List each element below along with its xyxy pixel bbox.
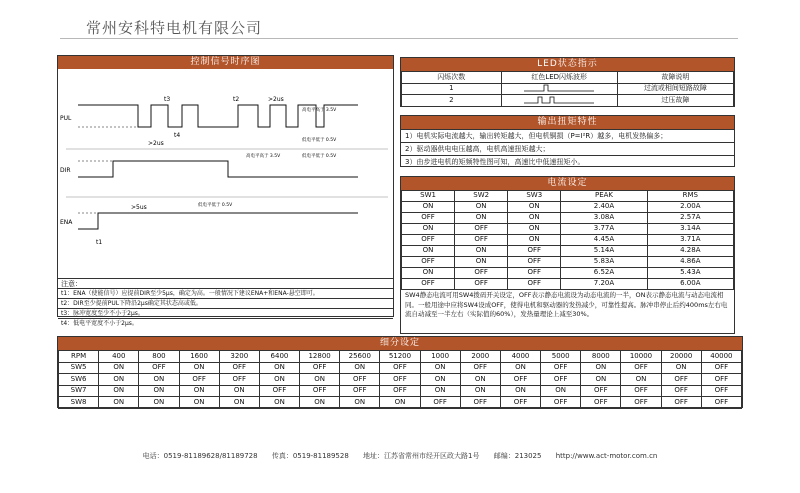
min2us-label: >2us: [148, 140, 164, 147]
subdivision-row: [59, 374, 742, 386]
current-cell: 5.14A: [561, 246, 647, 257]
subdivision-cell: OFF: [219, 374, 259, 386]
note-t1: t1：ENA（使能信号）应提前DIR至少5μs，确定为高。一般情况下建议ENA+和ENA-悬空即可。: [58, 288, 393, 298]
current-cell: OFF: [508, 246, 561, 257]
led-header-wave: 红色LED闪烁波形: [501, 72, 617, 84]
subdivision-header-cell: 10000: [621, 351, 661, 363]
min5us-label: >5us: [131, 204, 147, 211]
current-cell: ON: [402, 202, 455, 213]
current-table: [401, 190, 734, 290]
current-row: [402, 235, 734, 246]
current-header-rms: RMS: [647, 191, 733, 202]
current-cell: 2.00A: [647, 202, 733, 213]
subdivision-cell: ON: [99, 374, 139, 386]
subdivision-header-cell: RPM: [59, 351, 99, 363]
current-cell: OFF: [402, 279, 455, 290]
current-cell: 4.28A: [647, 246, 733, 257]
current-header-sw1: SW1: [402, 191, 455, 202]
subdivision-body: [59, 362, 742, 408]
timing-frame: [66, 149, 388, 197]
subdivision-cell: ON: [259, 362, 299, 374]
subdivision-row: [59, 362, 742, 374]
subdivision-cell: OFF: [300, 362, 340, 374]
current-cell: 3.14A: [647, 224, 733, 235]
current-cell: OFF: [455, 224, 508, 235]
subdivision-header-cell: 40000: [701, 351, 741, 363]
subdivision-cell: OFF: [179, 374, 219, 386]
subdivision-cell: OFF: [259, 385, 299, 397]
subdivision-cell: ON: [500, 385, 540, 397]
subdivision-cell: SW6: [59, 374, 99, 386]
subdivision-header-cell: 12800: [300, 351, 340, 363]
subdivision-cell: ON: [460, 374, 500, 386]
subdivision-cell: OFF: [340, 385, 380, 397]
current-cell: ON: [455, 257, 508, 268]
subdivision-cell: ON: [581, 374, 621, 386]
current-cell: OFF: [455, 235, 508, 246]
subdivision-row: [59, 397, 742, 409]
current-row: [402, 279, 734, 290]
ena-low-label: 低电平低于 0.5V: [198, 203, 233, 208]
led-desc: 过流或相间短路故障: [617, 83, 733, 95]
footer: [0, 451, 800, 461]
subdivision-cell: ON: [139, 374, 179, 386]
subdivision-cell: OFF: [581, 397, 621, 409]
subdivision-cell: OFF: [541, 397, 581, 409]
subdivision-cell: SW8: [59, 397, 99, 409]
subdivision-cell: OFF: [460, 362, 500, 374]
footer-address: 地址：江苏省常州市经开区政大路1号: [363, 452, 480, 460]
subdivision-cell: ON: [99, 385, 139, 397]
subdivision-cell: OFF: [621, 397, 661, 409]
subdivision-cell: ON: [179, 397, 219, 409]
subdivision-cell: ON: [300, 374, 340, 386]
subdivision-cell: ON: [139, 385, 179, 397]
current-row: [402, 246, 734, 257]
led-row: [402, 95, 734, 107]
led-header-count: 闪烁次数: [402, 72, 502, 84]
subdivision-cell: OFF: [701, 362, 741, 374]
subdivision-cell: ON: [420, 385, 460, 397]
subdivision-header-cell: 3200: [219, 351, 259, 363]
subdivision-cell: ON: [500, 362, 540, 374]
subdivision-header-cell: 2000: [460, 351, 500, 363]
traits-panel: [400, 115, 735, 167]
subdivision-cell: ON: [420, 362, 460, 374]
current-cell: 6.52A: [561, 268, 647, 279]
dir-high-label: 高电平高于 3.5V: [246, 154, 281, 159]
subdivision-cell: OFF: [661, 385, 701, 397]
subdivision-cell: OFF: [460, 397, 500, 409]
timing-notes: [58, 278, 393, 328]
pul-low-label: 低电平低于 0.5V: [302, 138, 337, 143]
subdivision-cell: OFF: [541, 374, 581, 386]
current-panel: [400, 176, 735, 334]
pul-label: PUL: [60, 115, 72, 122]
led-count: 1: [402, 83, 502, 95]
dir-low-label: 低电平低于 0.5V: [302, 154, 337, 159]
led-title: LED状态指示: [401, 58, 734, 71]
subdivision-cell: OFF: [380, 374, 420, 386]
current-cell: ON: [455, 202, 508, 213]
subdivision-header-cell: 1000: [420, 351, 460, 363]
current-cell: ON: [508, 235, 561, 246]
subdivision-header-cell: 8000: [581, 351, 621, 363]
footer-website[interactable]: http://www.act-motor.com.cn: [555, 452, 658, 460]
subdivision-cell: OFF: [380, 385, 420, 397]
subdivision-header-cell: 400: [99, 351, 139, 363]
notes-title: 注意：: [58, 278, 393, 288]
pul-high-label: 高电平高于 3.5V: [302, 108, 337, 113]
current-cell: OFF: [402, 235, 455, 246]
current-header-sw2: SW2: [455, 191, 508, 202]
subdivision-table: [58, 350, 742, 409]
subdivision-panel: [57, 336, 743, 408]
subdivision-cell: ON: [460, 385, 500, 397]
subdivision-cell: ON: [621, 374, 661, 386]
trait-item: 1）电机实际电流越大，输出转矩越大，但电机铜损（P=I²R）越多，电机发热偏多；: [401, 129, 734, 142]
current-cell: ON: [455, 246, 508, 257]
subdivision-cell: ON: [219, 385, 259, 397]
subdivision-cell: ON: [219, 397, 259, 409]
current-cell: 4.45A: [561, 235, 647, 246]
current-cell: 4.86A: [647, 257, 733, 268]
timing-title: 控制信号时序图: [58, 56, 393, 69]
dir-waveform: [78, 161, 358, 177]
note-t2: t2：DIR至少提前PUL下降沿2μs确定其状态高或低。: [58, 298, 393, 308]
ena-label: ENA: [60, 219, 73, 226]
subdivision-cell: ON: [340, 397, 380, 409]
header-divider: [60, 38, 738, 39]
current-cell: OFF: [455, 279, 508, 290]
subdivision-cell: ON: [179, 385, 219, 397]
subdivision-title: 细分设定: [58, 337, 742, 350]
subdivision-cell: OFF: [581, 385, 621, 397]
subdivision-cell: ON: [581, 362, 621, 374]
subdivision-cell: SW5: [59, 362, 99, 374]
t4-label: t4: [174, 132, 181, 139]
current-cell: 2.40A: [561, 202, 647, 213]
current-body: [402, 202, 734, 290]
subdivision-header-cell: 4000: [500, 351, 540, 363]
trait-item: 2）驱动器供电电压越高，电机高速扭矩越大；: [401, 142, 734, 155]
current-header-sw3: SW3: [508, 191, 561, 202]
current-cell: ON: [402, 224, 455, 235]
current-cell: OFF: [455, 268, 508, 279]
subdivision-header-cell: 800: [139, 351, 179, 363]
subdivision-cell: OFF: [420, 397, 460, 409]
t3-label: t3: [164, 96, 171, 103]
subdivision-header-cell: 1600: [179, 351, 219, 363]
subdivision-header-cell: 20000: [661, 351, 701, 363]
subdivision-cell: ON: [420, 374, 460, 386]
current-cell: 3.77A: [561, 224, 647, 235]
subdivision-cell: ON: [139, 397, 179, 409]
subdivision-cell: OFF: [701, 385, 741, 397]
subdivision-cell: OFF: [500, 397, 540, 409]
led-wave-cell: [501, 95, 617, 107]
subdivision-cell: OFF: [500, 374, 540, 386]
subdivision-cell: ON: [340, 362, 380, 374]
subdivision-cell: SW7: [59, 385, 99, 397]
current-cell: OFF: [508, 257, 561, 268]
subdivision-header-row: [59, 351, 742, 363]
t2-label-pul: t2: [233, 96, 240, 103]
current-cell: ON: [455, 213, 508, 224]
current-cell: ON: [508, 202, 561, 213]
current-row: [402, 202, 734, 213]
current-cell: ON: [508, 224, 561, 235]
led-header-desc: 故障说明: [617, 72, 733, 84]
current-cell: 7.20A: [561, 279, 647, 290]
traits-title: 输出扭矩特性: [401, 116, 734, 129]
footer-phone: 电话：0519-81189628/81189728: [142, 452, 258, 460]
current-row: [402, 224, 734, 235]
subdivision-cell: ON: [99, 397, 139, 409]
current-cell: OFF: [508, 268, 561, 279]
current-cell: OFF: [402, 213, 455, 224]
current-cell: 2.57A: [647, 213, 733, 224]
led-header-row: [402, 72, 734, 84]
led-desc: 过压故障: [617, 95, 733, 107]
current-cell: ON: [402, 268, 455, 279]
note-t3: t3：脉冲宽度至少不小于2μs。: [58, 308, 393, 318]
subdivision-header-cell: 25600: [340, 351, 380, 363]
subdivision-cell: OFF: [701, 397, 741, 409]
ena-waveform: [78, 213, 358, 229]
current-cell: 5.83A: [561, 257, 647, 268]
current-cell: OFF: [402, 257, 455, 268]
subdivision-cell: OFF: [621, 362, 661, 374]
subdivision-cell: OFF: [340, 374, 380, 386]
subdivision-cell: ON: [661, 362, 701, 374]
subdivision-cell: ON: [300, 397, 340, 409]
sw4-note: SW4静态电流可用SW4拨码开关设定，OFF表示静态电流设为动态电流的一半，ON表示静态电流与动态电流相同。一般用途中应将SW4设成OFF，使得电机和驱动器的发热减少，可靠性提高。脉冲串停止后约400ms左右电流自动减至一半左右（实际值的60%），发热量理论上减至30%。: [405, 291, 728, 318]
t1-label: t1: [96, 239, 103, 246]
timing-diagram: [58, 69, 393, 277]
subdivision-cell: OFF: [701, 374, 741, 386]
current-row: [402, 213, 734, 224]
subdivision-cell: ON: [259, 374, 299, 386]
subdivision-cell: OFF: [139, 362, 179, 374]
subdivision-header-cell: 5000: [541, 351, 581, 363]
subdivision-cell: OFF: [219, 362, 259, 374]
current-header-row: [402, 191, 734, 202]
subdivision-header-cell: 51200: [380, 351, 420, 363]
current-row: [402, 257, 734, 268]
note-t4: t4：低电平宽度不小于2μs。: [58, 318, 393, 328]
subdivision-cell: ON: [380, 397, 420, 409]
min2us-pul-label: >2us: [268, 96, 284, 103]
current-cell: 3.08A: [561, 213, 647, 224]
footer-postcode: 邮编：213025: [493, 452, 542, 460]
footer-fax: 传真：0519-81189528: [271, 452, 349, 460]
led-wave-cell: [501, 83, 617, 95]
subdivision-cell: OFF: [300, 385, 340, 397]
subdivision-cell: OFF: [380, 362, 420, 374]
dir-label: DIR: [60, 167, 71, 174]
subdivision-row: [59, 385, 742, 397]
current-cell: ON: [402, 246, 455, 257]
current-cell: 3.71A: [647, 235, 733, 246]
trait-item: 3）由步进电机的矩频特性图可知，高速比中低速扭矩小。: [401, 155, 734, 168]
current-cell: 5.43A: [647, 268, 733, 279]
timing-panel: [57, 55, 394, 327]
company-name: 常州安科特电机有限公司: [86, 19, 263, 37]
subdivision-cell: ON: [541, 385, 581, 397]
subdivision-cell: ON: [259, 397, 299, 409]
led-wave-2: [524, 96, 594, 105]
subdivision-cell: OFF: [621, 385, 661, 397]
led-table: [401, 71, 734, 107]
subdivision-cell: ON: [99, 362, 139, 374]
current-row: [402, 268, 734, 279]
subdivision-header-cell: 6400: [259, 351, 299, 363]
current-title: 电流设定: [401, 177, 734, 190]
led-wave-1: [524, 84, 594, 93]
subdivision-cell: OFF: [541, 362, 581, 374]
subdivision-cell: OFF: [661, 397, 701, 409]
current-header-peak: PEAK: [561, 191, 647, 202]
led-panel: [400, 57, 735, 107]
current-cell: OFF: [508, 279, 561, 290]
current-cell: 6.00A: [647, 279, 733, 290]
current-cell: ON: [508, 213, 561, 224]
subdivision-cell: ON: [179, 362, 219, 374]
led-count: 2: [402, 95, 502, 107]
subdivision-cell: OFF: [661, 374, 701, 386]
led-row: [402, 83, 734, 95]
